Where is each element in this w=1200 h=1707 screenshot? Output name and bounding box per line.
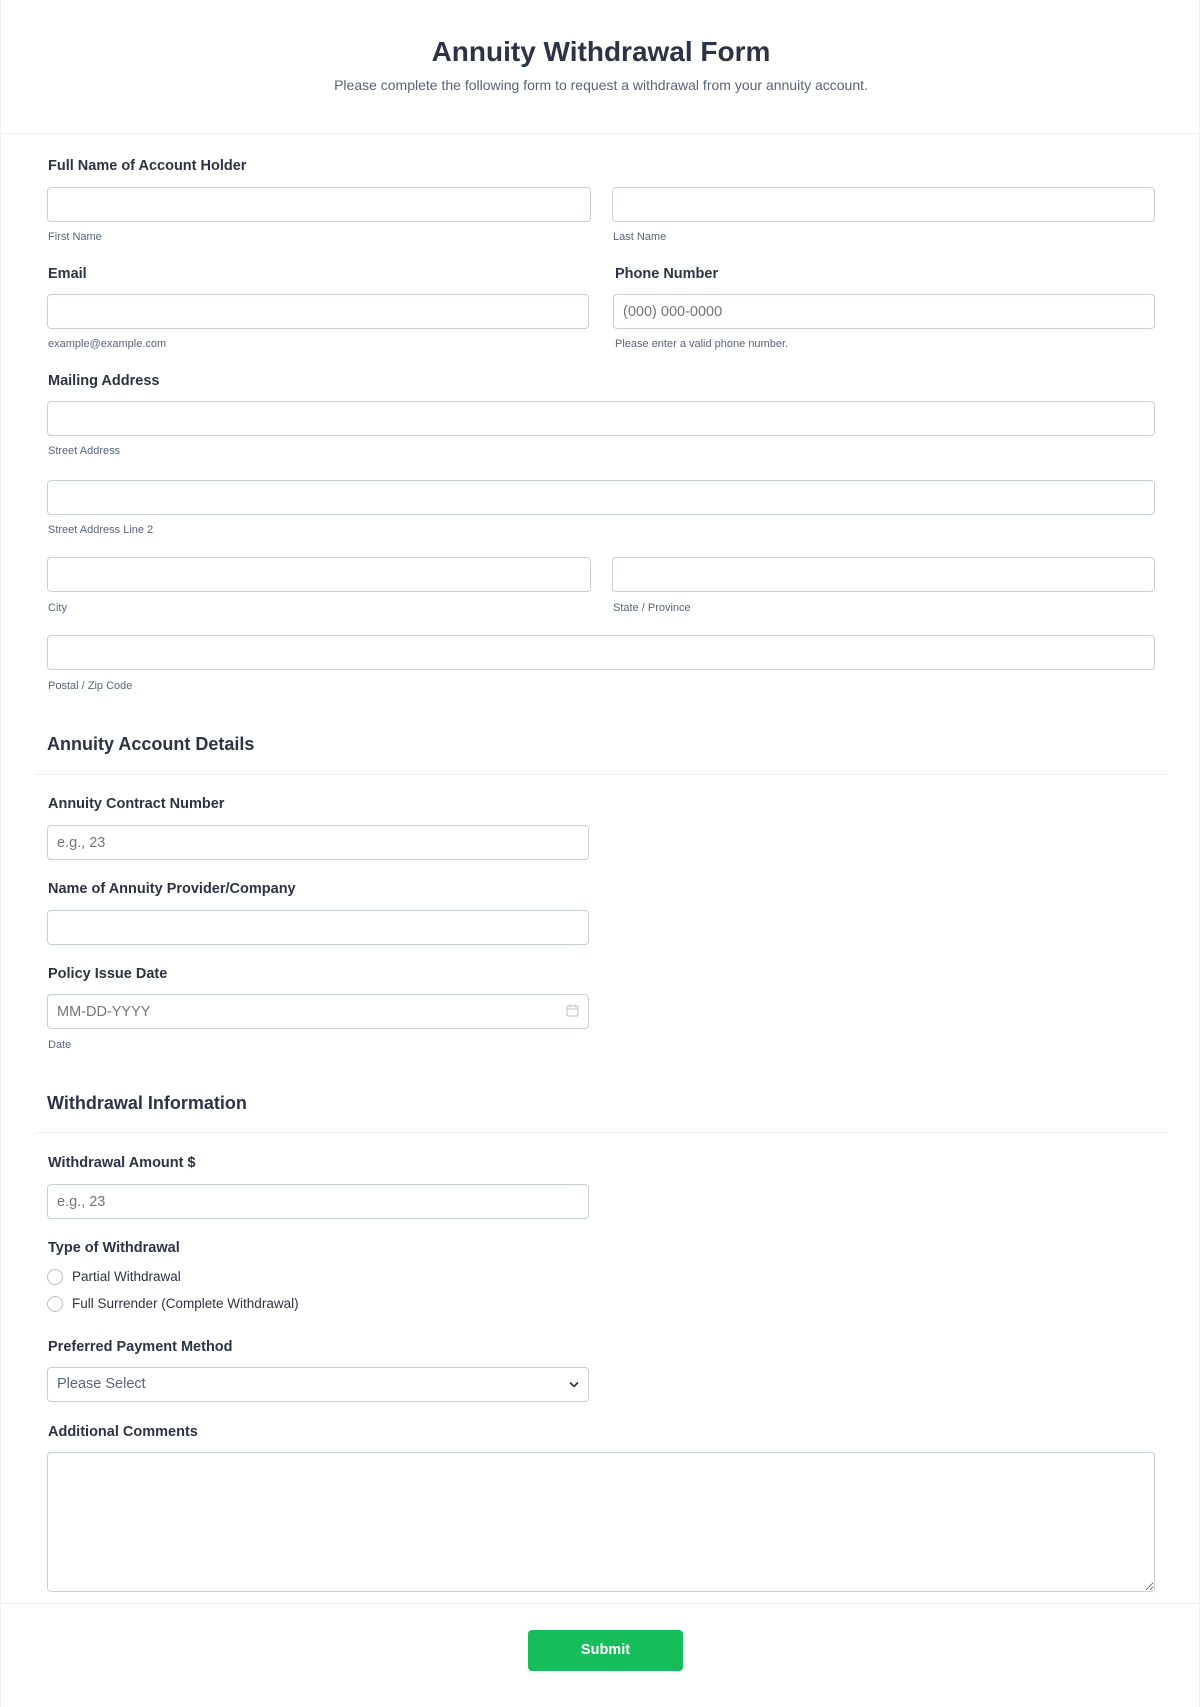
header-divider [1,133,1200,134]
first-name-input[interactable] [47,187,591,222]
radio-label[interactable]: Full Surrender (Complete Withdrawal) [72,1296,299,1311]
email-sublabel: example@example.com [48,338,167,350]
postal-code-sublabel: Postal / Zip Code [48,680,133,692]
city-input[interactable] [47,557,591,592]
postal-code-input[interactable] [47,635,1155,670]
withdrawal-amount-input[interactable] [47,1184,589,1219]
section-divider [35,1132,1167,1133]
payment-method-label: Preferred Payment Method [48,1339,233,1355]
city-sublabel: City [48,602,67,614]
state-sublabel: State / Province [613,602,691,614]
street-address-input[interactable] [47,401,1155,436]
issue-date-input[interactable] [47,994,589,1029]
last-name-sublabel: Last Name [613,231,667,243]
payment-method-value: Please Select [57,1376,146,1392]
first-name-sublabel: First Name [48,231,102,243]
street-address-line2-sublabel: Street Address Line 2 [48,524,154,536]
form-title: Annuity Withdrawal Form [431,36,771,67]
section-divider [35,774,1167,775]
provider-label: Name of Annuity Provider/Company [48,881,296,897]
provider-input[interactable] [47,910,589,945]
comments-textarea[interactable] [47,1452,1155,1592]
radio-label[interactable]: Partial Withdrawal [72,1269,181,1284]
contract-number-input[interactable] [47,825,589,860]
chevron-down-icon [569,1381,579,1388]
phone-label: Phone Number [615,266,719,282]
calendar-icon[interactable] [566,1004,579,1017]
state-input[interactable] [612,557,1155,592]
street-address-line2-input[interactable] [47,480,1155,515]
comments-label: Additional Comments [48,1424,198,1440]
last-name-input[interactable] [612,187,1155,222]
issue-date-label: Policy Issue Date [48,966,168,982]
issue-date-sublabel: Date [48,1039,72,1051]
form-subtitle: Please complete the following form to request a withdrawal from your annuity account. [334,77,868,93]
contract-number-label: Annuity Contract Number [48,796,225,812]
withdrawal-type-label: Type of Withdrawal [48,1240,180,1256]
footer-divider [1,1603,1200,1604]
street-address-sublabel: Street Address [48,445,121,457]
payment-method-select[interactable] [47,1367,589,1402]
full-name-label: Full Name of Account Holder [48,158,247,174]
section-heading-withdrawal: Withdrawal Information [47,1093,247,1113]
mailing-address-label: Mailing Address [48,373,160,389]
email-input[interactable] [47,294,589,329]
phone-sublabel: Please enter a valid phone number. [615,338,789,350]
radio-full-surrender[interactable] [47,1296,63,1312]
radio-partial-withdrawal[interactable] [47,1269,63,1285]
section-heading-account: Annuity Account Details [47,734,255,754]
email-label: Email [48,266,87,282]
withdrawal-amount-label: Withdrawal Amount $ [48,1155,196,1171]
submit-button[interactable]: Submit [528,1630,683,1671]
phone-input[interactable] [613,294,1155,329]
